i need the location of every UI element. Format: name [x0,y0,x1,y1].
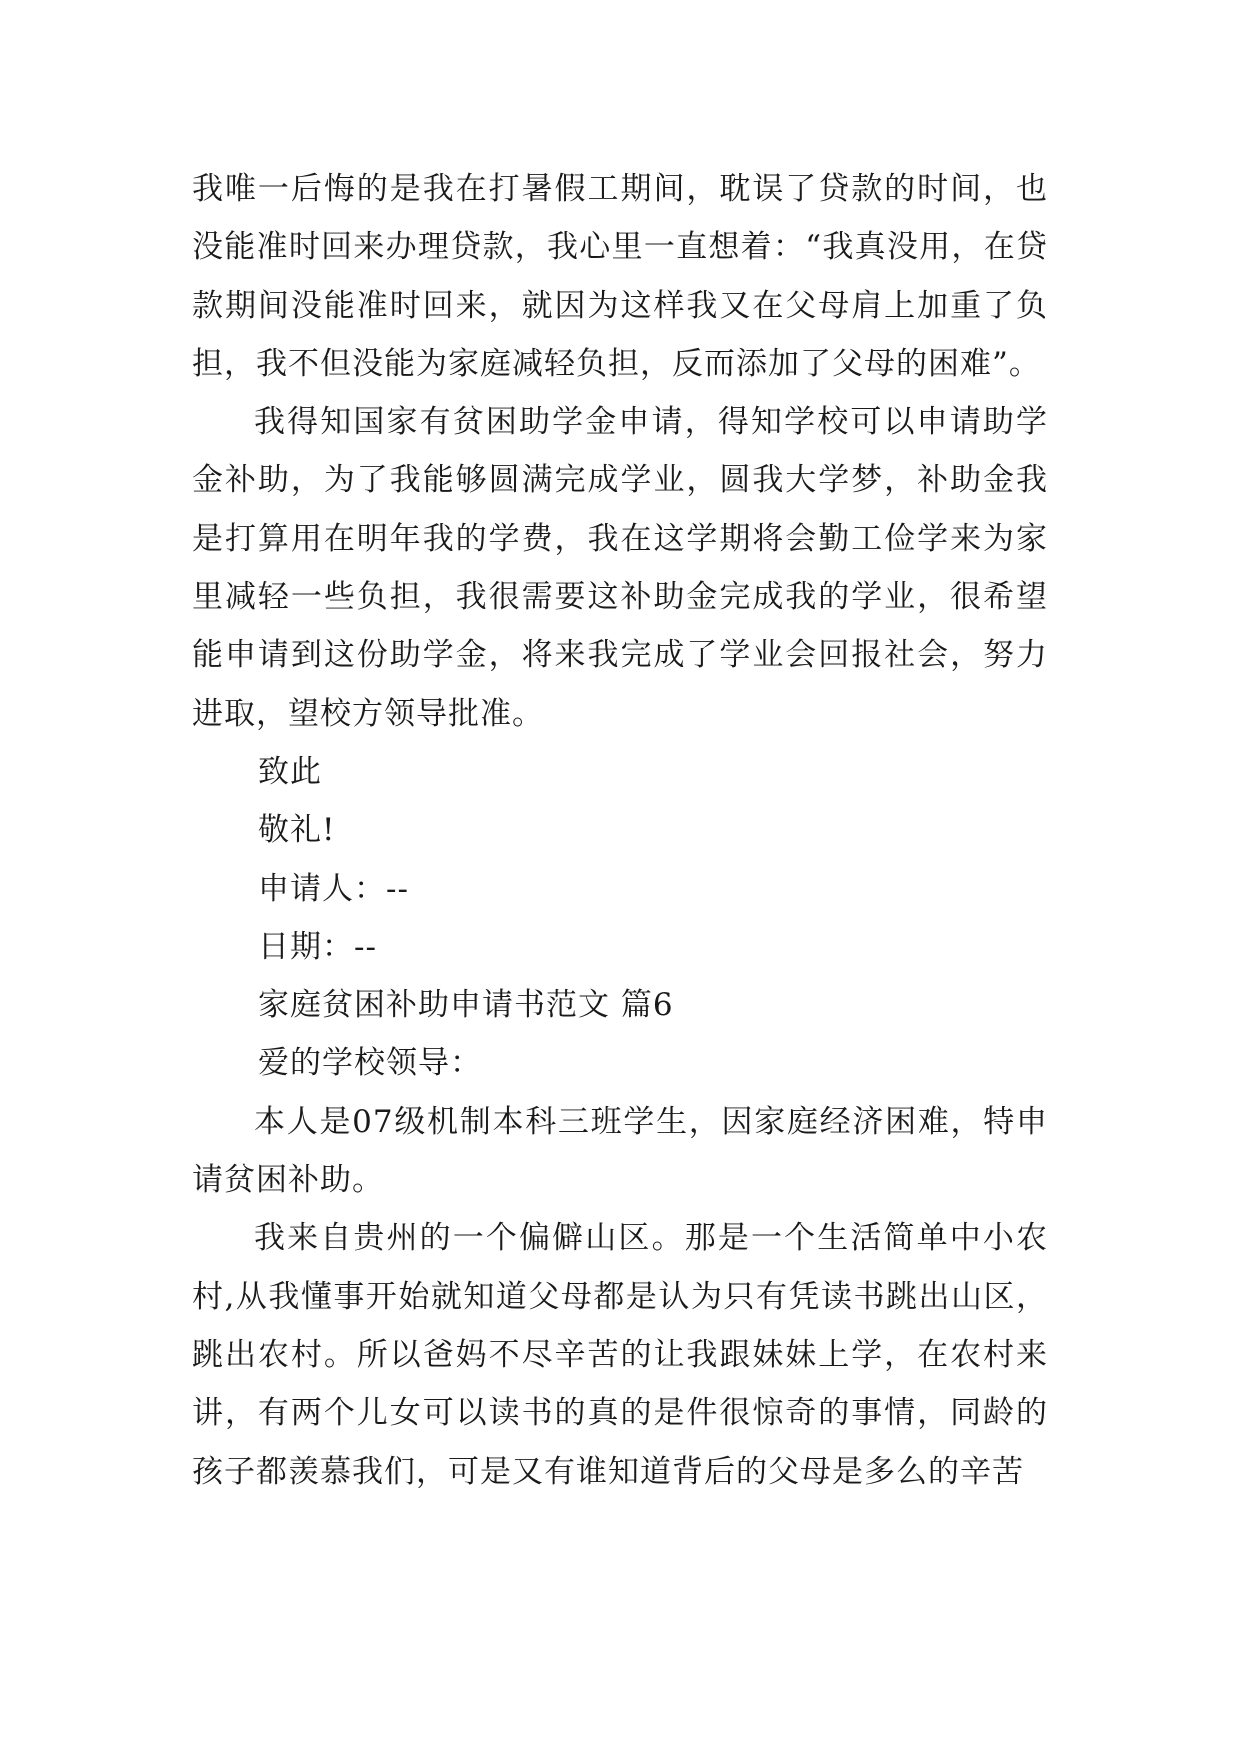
paragraph-student-intro: 本人是07级机制本科三班学生，因家庭经济困难，特申请贫困补助。 [192,1103,1048,1199]
applicant-line: 申请人：-- [258,870,409,907]
salute-line: 敬礼! [258,812,336,849]
paragraph-regret: 我唯一后悔的是我在打暑假工期间，耽误了贷款的时间，也没能准时回来办理贷款，我心里一直想着：“我真没用，在贷款期间没能准时回来，就因为这样我又在父母肩上加重了负担，我不但没能为家庭减轻负担，反而添加了父母的困难”。 [192,171,1048,382]
section-title: 家庭贫困补助申请书范文 篇6 [258,987,674,1024]
date-line: 日期：-- [258,928,377,965]
document-body [192,160,1048,1501]
paragraph-application-reason: 我得知国家有贫困助学金申请，得知学校可以申请助学金补助，为了我能够圆满完成学业，圆我大学梦，补助金我是打算用在明年我的学费，我在这学期将会勤工俭学来为家里减轻一些负担，我很需要这补助金完成我的学业，很希望能申请到这份助学金，将来我完成了学业会回报社会，努力进取，望校方领导批准。 [192,404,1048,732]
greeting-line: 爱的学校领导： [258,1045,482,1082]
paragraph-background: 我来自贵州的一个偏僻山区。那是一个生活简单中小农村,从我懂事开始就知道父母都是认为只有凭读书跳出山区，跳出农村。所以爸妈不尽辛苦的让我跟妹妹上学，在农村来讲，有两个儿女可以读书的真的是件很惊奇的事情，同龄的孩子都羡慕我们，可是又有谁知道背后的父母是多么的辛苦 [192,1220,1048,1490]
closing-line: 致此 [258,753,322,790]
